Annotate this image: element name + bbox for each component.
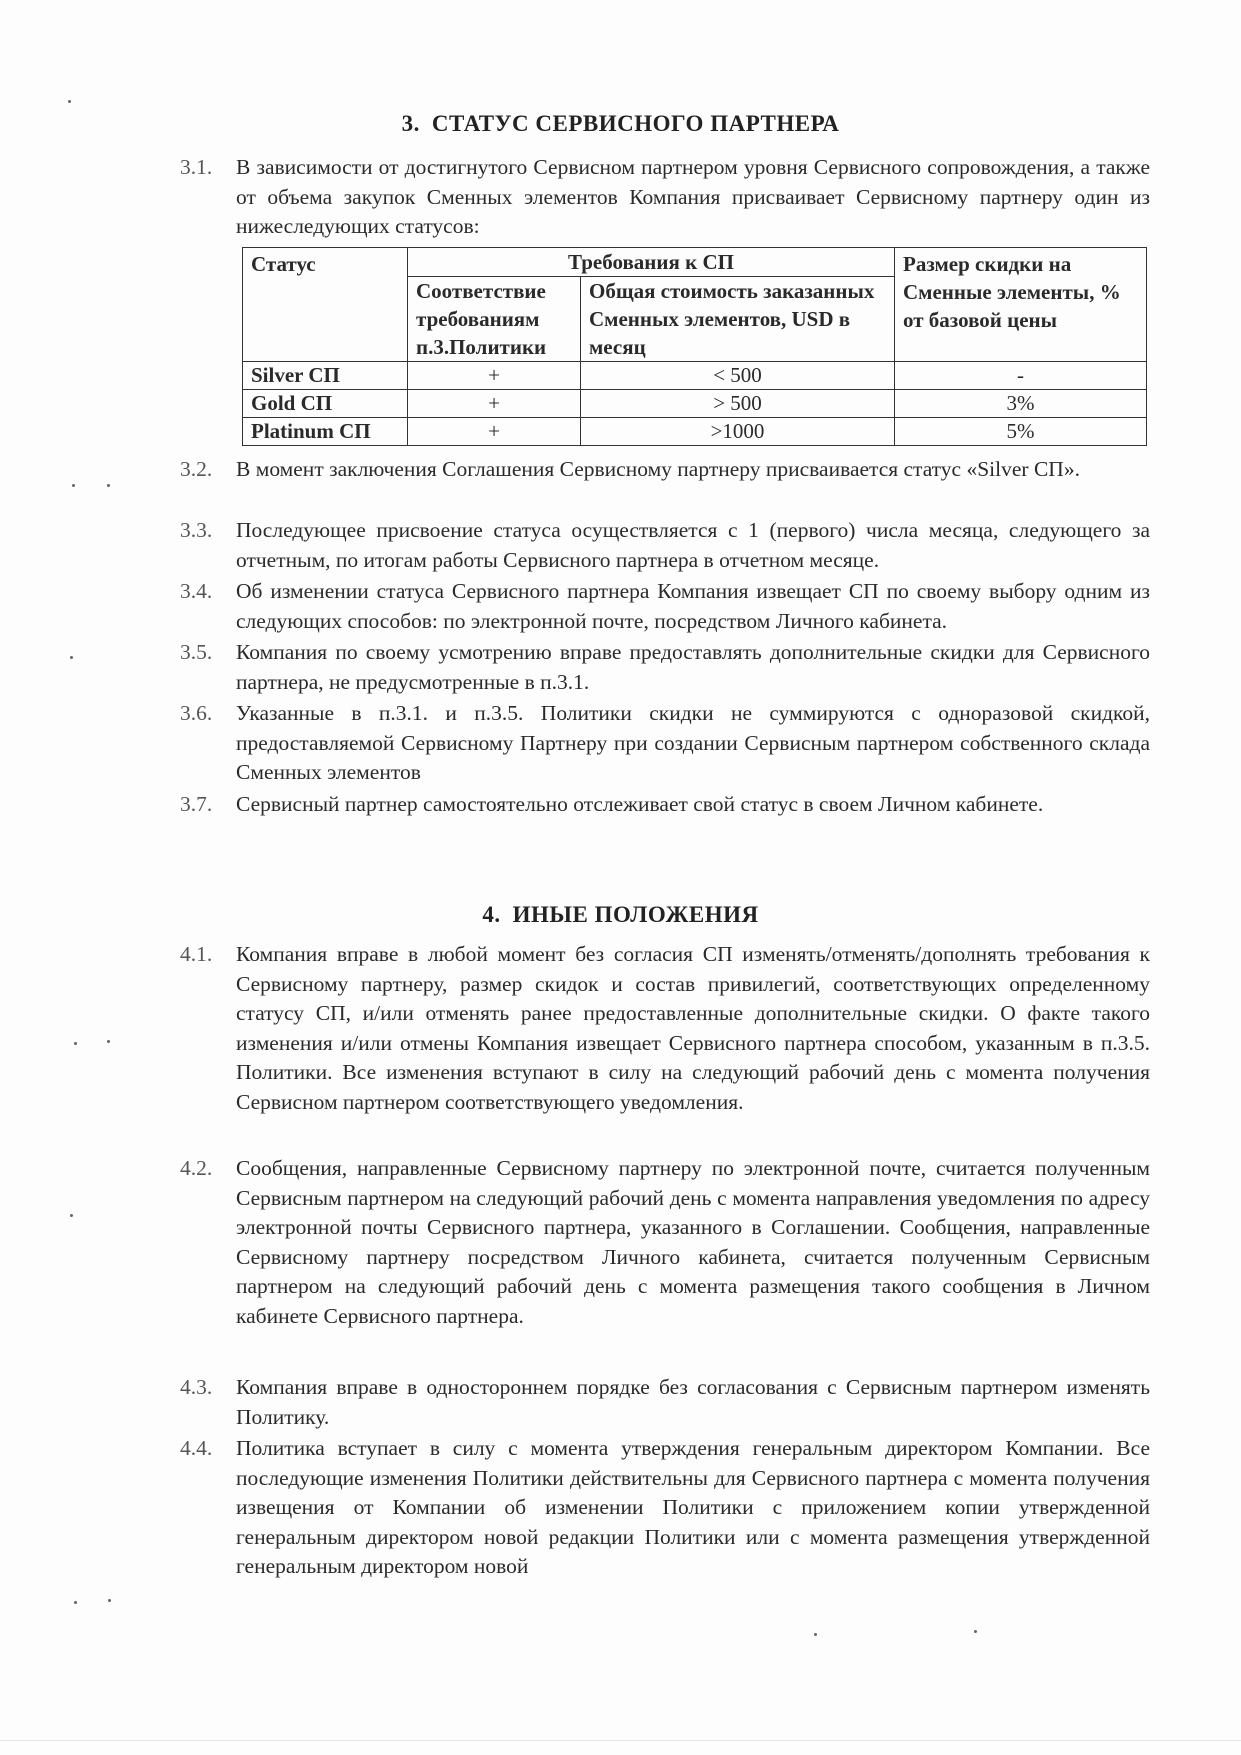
paragraph-4-2 <box>180 1154 1150 1331</box>
cost-cell: >1000 <box>581 418 895 446</box>
paragraph-text: Компания по своему усмотрению вправе предоставлять дополнительные скидки для Сервисного партнера, не предусмотренные в п.3.1. <box>236 640 1150 694</box>
paragraph-3-2 <box>180 455 1150 485</box>
paragraph-number: 3.3. <box>180 518 213 542</box>
scan-speck <box>814 1633 817 1636</box>
paragraph-text: Компания вправе в любой момент без согласия СП изменять/отменять/дополнять требования к Сервисному партнеру, размер скидок и состав привилегий, соответствующих определенному статусу СП, и/или отменять ранее предоставленные дополнительные скидки. О факте такого изменения и/или отмены Компания извещает Сервисного партнера способом, указанным в п.3.5. Политики. Все изменения вступают в силу на следующий рабочий день с момента получения Сервисном партнером соответствующего уведомления. <box>236 942 1150 1114</box>
page-edge <box>0 1740 1241 1741</box>
header-status: Статус <box>243 248 408 362</box>
table-row <box>243 418 1147 446</box>
paragraph-number: 4.3. <box>180 1375 213 1399</box>
paragraph-number: 4.2. <box>180 1156 213 1180</box>
paragraph-number: 4.1. <box>180 942 213 966</box>
scan-speck <box>108 1599 111 1602</box>
paragraph-4-3 <box>180 1373 1150 1432</box>
header-cost: Общая стоимость заказанных Сменных элементов, USD в месяц <box>581 277 895 362</box>
section-4-number: 4. <box>482 902 501 927</box>
paragraph-number: 3.2. <box>180 457 213 481</box>
compliance-cell: + <box>408 418 581 446</box>
paragraph-text: Последующее присвоение статуса осуществляется с 1 (первого) числа месяца, следующего за отчетным, по итогам работы Сервисного партнера в отчетном месяце. <box>236 518 1150 572</box>
paragraph-text: Политика вступает в силу с момента утверждения генеральным директором Компании. Все последующие изменения Политики действительны для Сервисного партнера с момента получения извещения от Компании об изменении Политики с приложением копии утвержденной генеральным директором новой редакции Политики или с момента размещения утвержденной генеральным директором новой <box>236 1436 1150 1578</box>
paragraph-number: 3.4. <box>180 579 213 603</box>
paragraph-text: Сообщения, направленные Сервисному партнеру по электронной почте, считается полученным Сервисным партнером на следующий рабочий день с момента направления уведомления по адресу электронной почты Сервисного партнера, указанного в Соглашении. Сообщения, направленные Сервисному партнеру посредством Личного кабинета, считается полученным Сервисным партнером на следующий рабочий день с момента размещения такого сообщения в Личном кабинете Сервисного партнера. <box>236 1156 1150 1328</box>
paragraph-text: Сервисный партнер самостоятельно отслеживает свой статус в своем Личном кабинете. <box>236 792 1044 816</box>
section-3-title: СТАТУС СЕРВИСНОГО ПАРТНЕРА <box>431 111 840 136</box>
scan-speck <box>107 1040 110 1043</box>
header-discount: Размер скидки на Сменные элементы, % от базовой цены <box>895 248 1147 362</box>
paragraph-4-1 <box>180 940 1150 1117</box>
compliance-cell: + <box>408 390 581 418</box>
paragraph-3-7 <box>180 790 1150 820</box>
discount-cell: 5% <box>895 418 1147 446</box>
paragraph-text: Указанные в п.3.1. и п.3.5. Политики скидки не суммируются с одноразовой скидкой, предоставляемой Сервисному Партнеру при создании Сервисным партнером собственного склада Сменных элементов <box>236 701 1150 784</box>
section-4-heading <box>0 902 1241 928</box>
cost-cell: > 500 <box>581 390 895 418</box>
paragraph-3-5 <box>180 638 1150 697</box>
status-name: Platinum СП <box>243 418 408 446</box>
scan-speck <box>68 100 71 103</box>
paragraph-text: В зависимости от достигнутого Сервисном партнером уровня Сервисного сопровождения, а также от объема закупок Сменных элементов Компания присваивает Сервисному партнеру один из нижеследующих статусов: <box>236 155 1150 238</box>
discount-cell: - <box>895 362 1147 390</box>
cost-cell: < 500 <box>581 362 895 390</box>
paragraph-text: В момент заключения Соглашения Сервисному партнеру присваивается статус «Silver СП». <box>236 457 1080 481</box>
paragraph-3-4 <box>180 577 1150 636</box>
paragraph-number: 3.7. <box>180 792 213 816</box>
section-4-title: ИНЫЕ ПОЛОЖЕНИЯ <box>512 902 759 927</box>
paragraph-4-4 <box>180 1434 1150 1582</box>
scan-speck <box>107 484 110 487</box>
paragraph-3-6 <box>180 699 1150 788</box>
scan-speck <box>974 1630 977 1633</box>
discount-cell: 3% <box>895 390 1147 418</box>
paragraph-number: 3.1. <box>180 155 213 179</box>
status-table <box>242 247 1147 446</box>
table-row <box>243 362 1147 390</box>
status-name: Silver СП <box>243 362 408 390</box>
paragraph-text: Компания вправе в одностороннем порядке без согласования с Сервисным партнером изменять Политику. <box>236 1375 1150 1429</box>
paragraph-number: 3.6. <box>180 701 213 725</box>
status-name: Gold СП <box>243 390 408 418</box>
table-row <box>243 390 1147 418</box>
scan-speck <box>72 484 75 487</box>
paragraph-text: Об изменении статуса Сервисного партнера Компания извещает СП по своему выбору одним из следующих способов: по электронной почте, посредством Личного кабинета. <box>236 579 1150 633</box>
section-3-number: 3. <box>401 111 420 136</box>
paragraph-3-1 <box>180 153 1150 242</box>
paragraph-number: 4.4. <box>180 1436 213 1460</box>
section-3-heading <box>0 111 1241 137</box>
scan-speck <box>74 1601 77 1604</box>
scan-speck <box>70 1214 73 1217</box>
header-compliance: Соответствие требованиям п.3.Политики <box>408 277 581 362</box>
header-requirements: Требования к СП <box>408 248 895 277</box>
paragraph-number: 3.5. <box>180 640 213 664</box>
paragraph-3-3 <box>180 516 1150 575</box>
compliance-cell: + <box>408 362 581 390</box>
scan-speck <box>74 1042 77 1045</box>
scan-speck <box>70 656 73 659</box>
